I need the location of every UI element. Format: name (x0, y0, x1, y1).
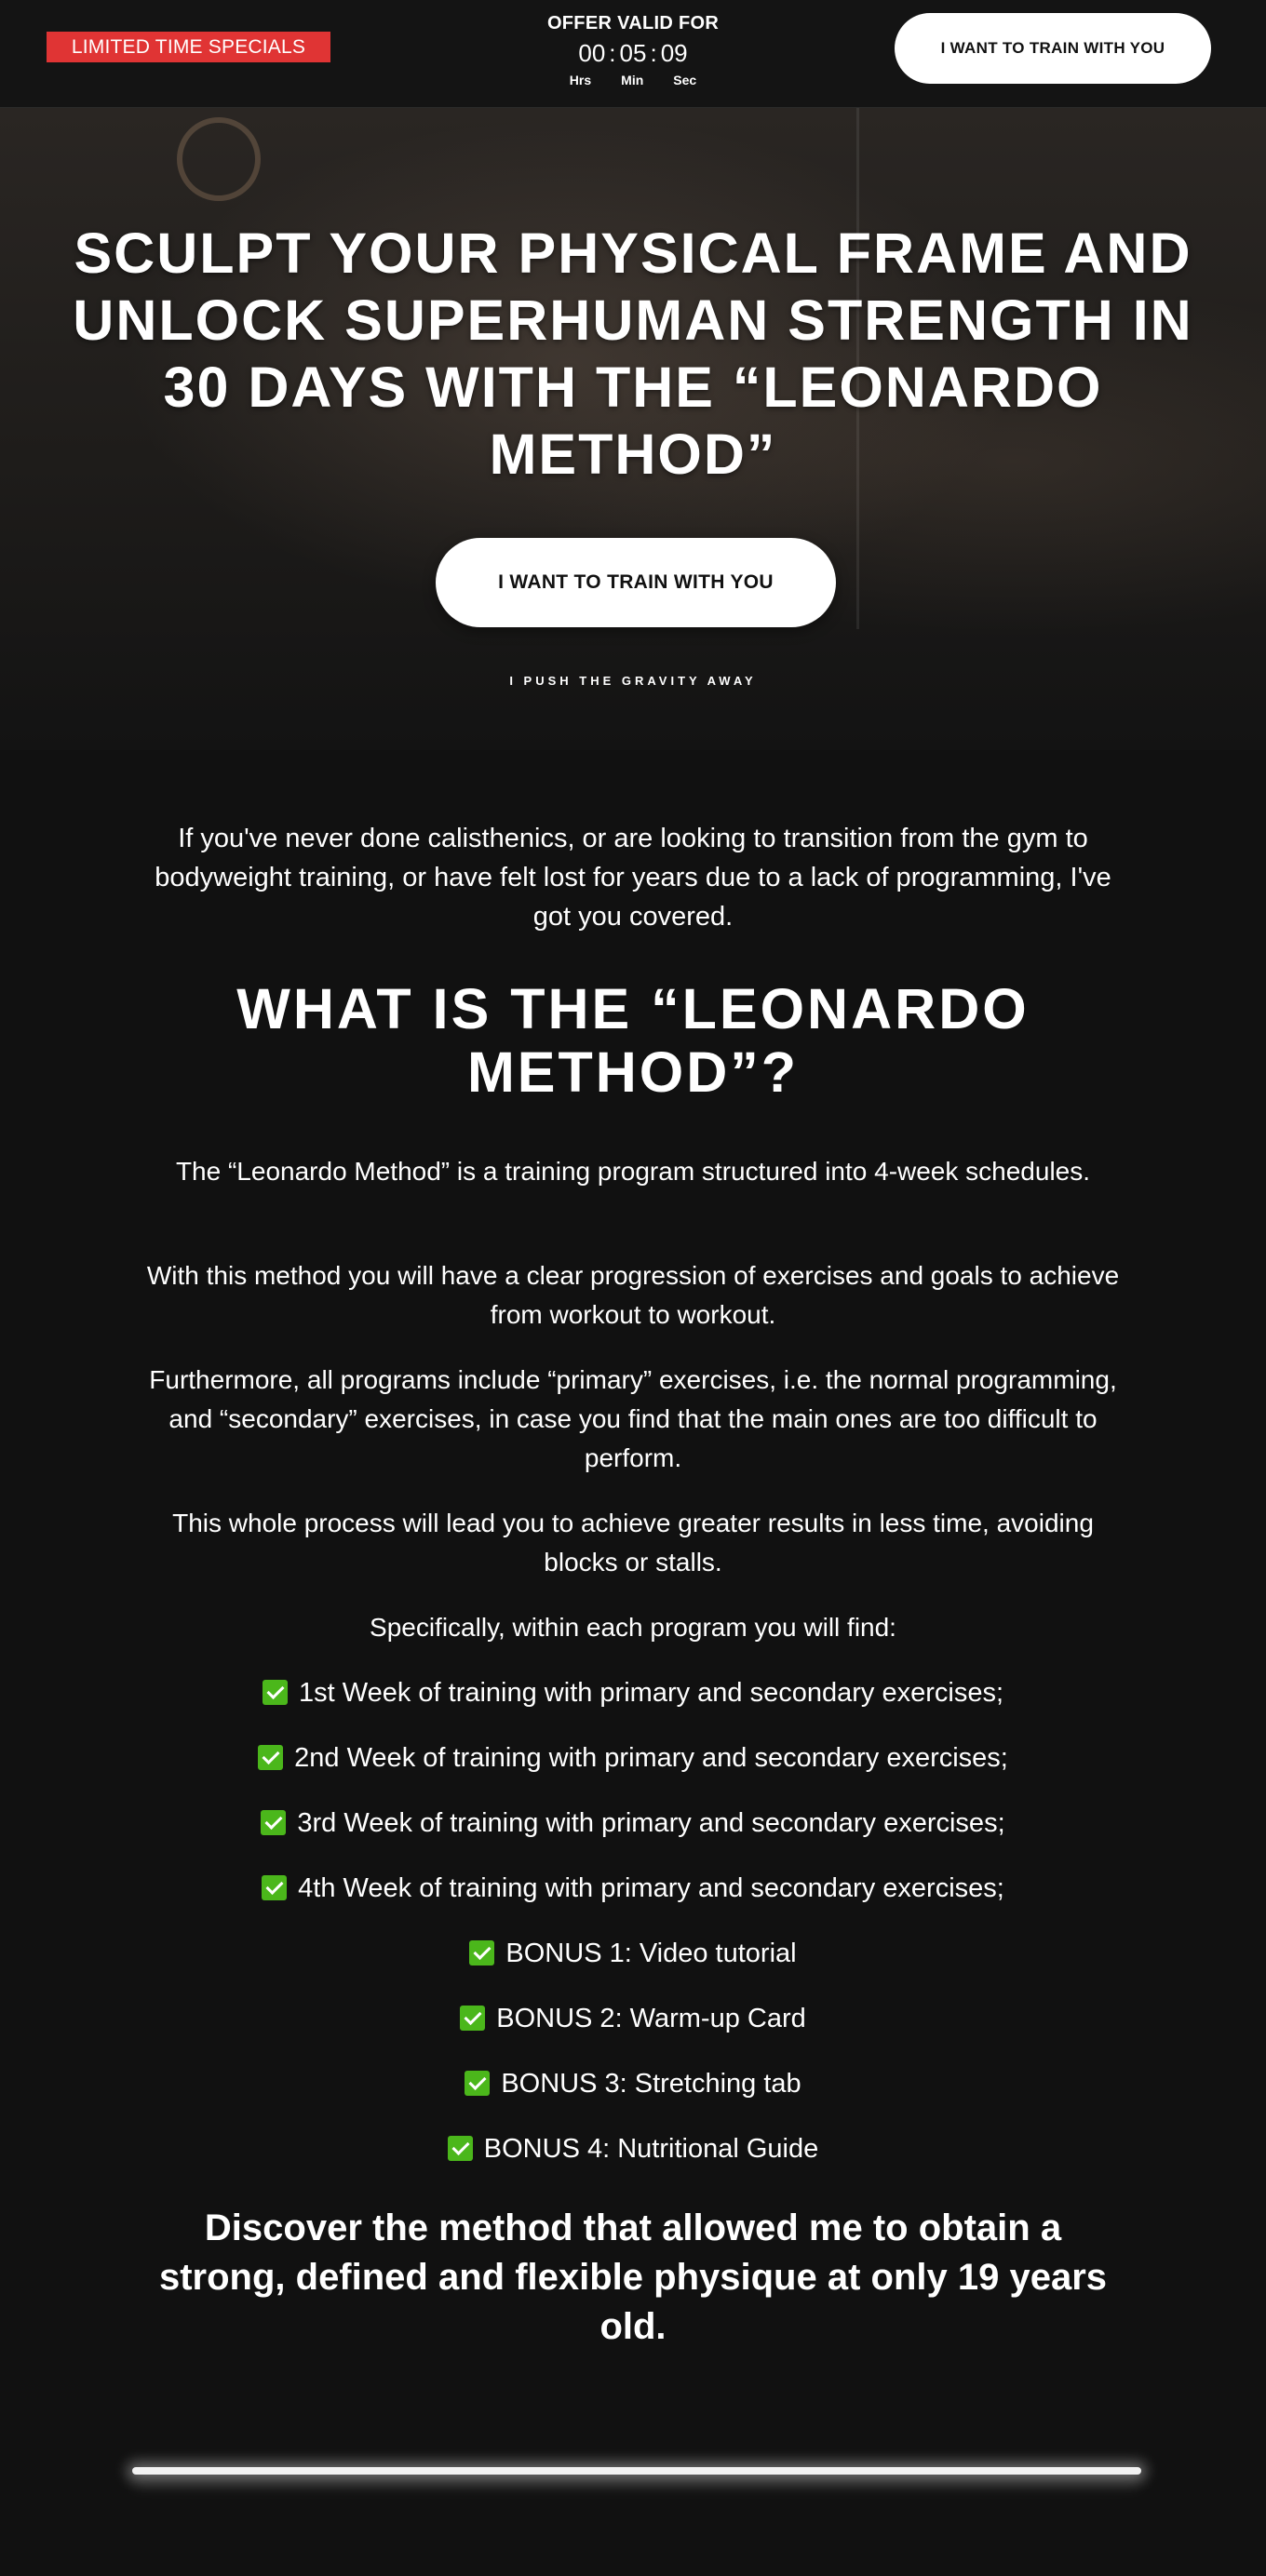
countdown-hours-unit: Hrs (569, 73, 592, 87)
countdown-digits (540, 39, 726, 67)
list-item-label: BONUS 3: Stretching tab (501, 2069, 801, 2099)
list-item-label: 3rd Week of training with primary and secondary exercises; (297, 1808, 1005, 1838)
check-icon (448, 2136, 473, 2161)
train-with-you-button-hero[interactable]: I WANT TO TRAIN WITH YOU (436, 538, 836, 627)
method-paragraph: Furthermore, all programs include “primary” exercises, i.e. the normal programming, and “secondary” exercises, in case you find that the main ones are too difficult to perform. (149, 1365, 1117, 1472)
list-item (0, 1805, 1266, 1842)
list-item-label: BONUS 1: Video tutorial (505, 1939, 797, 1968)
list-item-label: BONUS 2: Warm-up Card (496, 2004, 806, 2033)
list-item-label: 1st Week of training with primary and secondary exercises; (298, 1678, 1004, 1708)
countdown-separator: : (650, 39, 657, 67)
method-paragraph: With this method you will have a clear progression of exercises and goals to achieve from workout to workout. (146, 1261, 1120, 1329)
countdown-seconds-unit: Sec (673, 73, 697, 87)
check-icon (460, 2006, 485, 2031)
train-with-you-button-top[interactable]: I WANT TO TRAIN WITH YOU (895, 13, 1211, 84)
countdown-separator: : (609, 39, 616, 67)
list-item (0, 1870, 1266, 1907)
countdown-timer (540, 11, 726, 87)
closing-statement: Discover the method that allowed me to obtain a strong, defined and flexible physique at only 19 years old. (158, 2207, 1108, 2347)
hero-tagline: I PUSH THE GRAVITY AWAY (509, 674, 757, 688)
method-paragraph: This whole process will lead you to achieve greater results in less time, avoiding blocks or stalls. (172, 1509, 1094, 1576)
hero-title: SCULPT YOUR PHYSICAL FRAME AND UNLOCK SUPERHUMAN STRENGTH IN 30 DAYS WITH THE “LEONARDO METHOD” (73, 221, 1193, 486)
countdown-label: OFFER VALID FOR (546, 13, 720, 34)
check-icon (263, 1680, 288, 1705)
list-item-label: BONUS 4: Nutritional Guide (483, 2134, 819, 2164)
gymnastic-ring-decoration (177, 117, 261, 201)
countdown-seconds: 09 (660, 39, 688, 67)
check-icon (258, 1745, 283, 1770)
top-bar (0, 0, 1266, 108)
countdown-hours: 00 (578, 39, 606, 67)
glow-divider (132, 2467, 1141, 2475)
check-icon (262, 1875, 287, 1900)
list-item (0, 2000, 1266, 2037)
method-paragraph: The “Leonardo Method” is a training program structured into 4-week schedules. (175, 1157, 1091, 1186)
limited-time-badge: LIMITED TIME SPECIALS (47, 32, 330, 62)
list-item (0, 1935, 1266, 1972)
list-item (0, 2065, 1266, 2102)
check-icon (261, 1810, 286, 1835)
check-icon (465, 2071, 490, 2096)
countdown-units (540, 73, 726, 87)
check-icon (469, 1940, 494, 1966)
program-intro-paragraph: Specifically, within each program you will find: (370, 1613, 896, 1642)
list-item (0, 1674, 1266, 1711)
list-item (0, 1739, 1266, 1777)
method-heading: WHAT IS THE “LEONARDO METHOD”? (236, 977, 1030, 1104)
countdown-minutes: 05 (619, 39, 647, 67)
countdown-minutes-unit: Min (621, 73, 644, 87)
intro-paragraph: If you've never done calisthenics, or are looking to transition from the gym to bodyweight training, or have felt lost for years due to a lack of programming, I've got you covered. (155, 824, 1111, 932)
hero-section (0, 108, 1266, 750)
list-item-label: 2nd Week of training with primary and secondary exercises; (294, 1743, 1008, 1773)
list-item (0, 2130, 1266, 2167)
list-item-label: 4th Week of training with primary and secondary exercises; (298, 1873, 1004, 1903)
